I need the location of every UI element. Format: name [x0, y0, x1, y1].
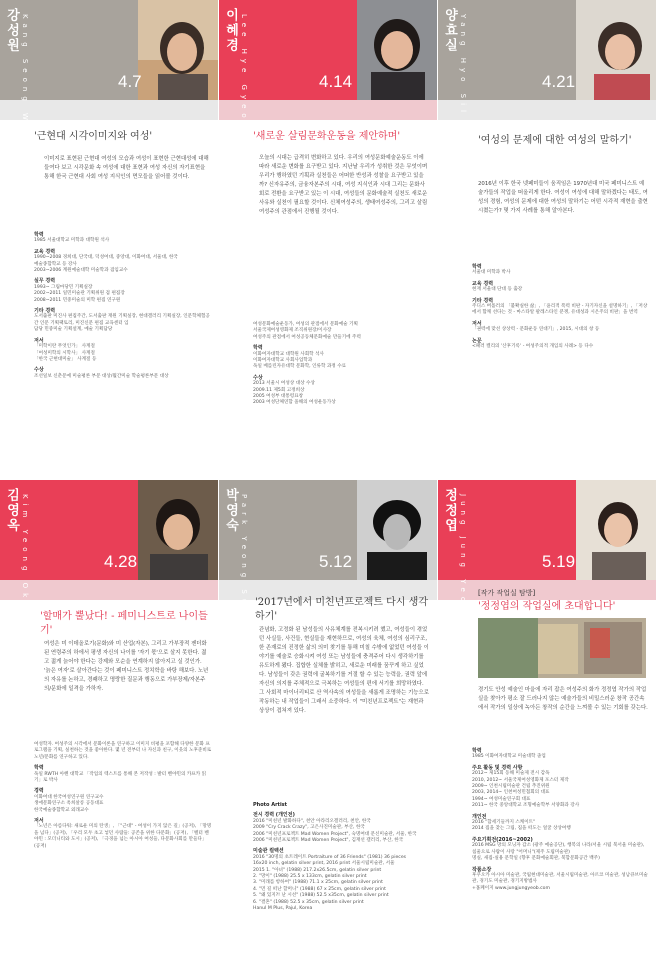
- section-item: 후쿠오카 아시아 미술관, 국립현대미술관, 서울시립미술관, 아르코 미술관, 성남큐브미술관, 경기도 미술관, 경기지방법사: [472, 872, 648, 885]
- lecture-title: '할매가 뿔났다! - 페미니스트로 나이들기': [40, 611, 208, 636]
- section-item: 6. "결혼" (1988) 52.5 x 35cm, gelatin silver print: [253, 899, 364, 905]
- section-heading: 논문: [472, 337, 482, 344]
- section-item: 2014 집을 찾는 그림, 집을 떠도는 얼굴 상상여행: [472, 826, 571, 832]
- section-item: 2016 MSG 망의 모닝자 감소 (광주 예술공단), 행복의 나라/서울 시립 북서울 미술관), 침울으로 사람이 사랑 "어머니"(제주 도립미술관): [472, 843, 645, 855]
- lecture-date: 4.21: [542, 72, 576, 91]
- lecture-title: '새로운 살림문화운동을 제안하며': [253, 131, 401, 142]
- speaker-profile: [34, 228, 212, 380]
- section-item: 독일 RWTH 아헨 대학교 「작업의 텍스트를 통해 본 저작성 : 발터 벤야민의 카프카 읽기」로 박사: [34, 771, 207, 784]
- portrait-photo: [576, 480, 656, 580]
- lecture-title: '정정엽의 작업실에 초대합니다': [478, 601, 616, 612]
- lecture-card-park: [219, 480, 437, 960]
- section-heading: 수상: [253, 374, 263, 381]
- section-item: 1993~ 그림마당민 기획실장: [34, 284, 93, 290]
- section-item: 2003, 2014~ 인천여성민첩회의 대표: [472, 790, 550, 796]
- section-heading: 주요기획전(2016~2002): [472, 836, 533, 843]
- section-item: 2003 여성단체연합 올해의 여성운동가상: [253, 400, 336, 406]
- portrait-photo: [138, 0, 218, 100]
- lecture-description: 오늘의 시대는 급격히 변화하고 있다. 우리의 여성문화예술운동도 이에 따라 새로운 변화를 요구받고 있다. 지난날 우리가 성취한 것은 무엇이며 우리가 행하였던 기획과 실천들은 어떠한 반성과 성찰을 요구받고 있을까? 신자유주의, 금융자본주의 시대, 여성 지식인과 시대 그리는 문화사회로 전환을 요구받고 있는 이 시대, 여성들의 문화예술적 실천도 새로운 사유와 실천이 필요할 것이다. 신체여성주의, 생태여성주의, 그리고 살림여성주의 관점에서 진행될 것이다.: [259, 155, 428, 215]
- lecture-date: 4.7: [118, 72, 142, 91]
- section-item: 이화여대 한국여성연구원 연구교수: [34, 794, 104, 800]
- speaker-roman-name: Lee Hye Gyeong: [240, 14, 248, 142]
- section-item: 2006 "미친년프로젝트 Mad Women Project", 김재선 갤러리, 부산, 한국: [253, 838, 404, 844]
- section-heading: 실무 경력: [34, 278, 56, 285]
- section-item: 예술종합학교 등 강사: [34, 261, 77, 267]
- section-item: 주디스 버틀러의 「불확실한 삶」, 「윤리적 폭력 비판 - 자기자신을 설명하기」, 「저상에서 함께 선다는 것 - 마스타알 팔레스타인 분쟁, 유대성과 시온주의 비판」을 번역: [472, 304, 648, 316]
- section-item: 서울국제여성영화제 조직위원장/이사장: [253, 328, 332, 334]
- portrait-photo: [138, 480, 218, 580]
- section-item: 도서출판 미진사 편집주간, 도서출판 재원 기획실장, 현대갤러리 기획실장, 인문학체험공간 인문 기획팩토리, 미진신문 편집 교육센터 입: [34, 314, 210, 326]
- section-item: 1990~2008 경희대, 단국대, 덕성여대, 중앙대, 이화여대, 서울대, 한국: [34, 255, 178, 261]
- section-item: 조선일보 신춘문예 미술평론 부문 대상/월간미술 학술평론부문 대상: [34, 373, 169, 379]
- section-heading: 미술관 컬렉션: [253, 848, 284, 855]
- speaker-name: 박영숙: [223, 488, 238, 533]
- section-heading: 주요 활동 및 경력 사항: [472, 764, 523, 771]
- section-item: 「권력에 맞선 상상력 - 문화운동 연대기」, 2015, 시대의 창 등: [472, 327, 600, 333]
- speaker-profile: [253, 798, 431, 913]
- lecture-date: 5.12: [319, 552, 353, 571]
- section-item: 5. "왜 있지?! 난 시선" (1988) 52.5 x35cm, gelatin silver print: [253, 893, 389, 899]
- portrait-photo: [357, 0, 437, 100]
- speaker-roman-name: Park Yeong Suk: [240, 494, 248, 618]
- section-item: 2006 "미친년프로젝트 Mad Women Project", 숙명여대 문신미술관, 서울, 한국: [253, 831, 417, 837]
- section-heading: 교육 경력: [34, 248, 56, 255]
- section-item: 2002~2011 일민미술관 기획위원 겸 편집장: [34, 291, 125, 297]
- lecture-pretitle: [작가 작업실 탐방]: [478, 589, 536, 597]
- section-heading: 학력: [253, 345, 263, 352]
- section-item: 2009~ 인천시립미술관 건립 추진위원: [472, 784, 550, 790]
- speaker-profile: [34, 742, 212, 850]
- section-item: 1994~ 여성미술연구회 대표: [472, 796, 531, 802]
- speaker-profile: [472, 260, 650, 350]
- lecture-card-yang: [438, 0, 656, 480]
- section-heading: 교육 경력: [472, 280, 494, 287]
- lecture-description: 2016년 이후 한국 넷페미들이 움직임은 1970년대 미국 페미니스트 예술가들의 작업을 떠올리게 한다. 여성이 여성에 대해 말하겠다는 태도, 여성의 경험, 여성의 문제에 대한 여성의 말하기는 어떤 시각적 재현을 출현시켰는가? 몇 가지 사례를 통해 알아본다.: [478, 181, 648, 214]
- speaker-name: 이혜경: [223, 8, 238, 53]
- speaker-name: 정정엽: [442, 488, 457, 533]
- lecture-date: 5.19: [542, 552, 576, 571]
- section-heading: 수상: [34, 367, 44, 374]
- lecture-description: 여성은 미 이데올로기(문화)와 미 산업(자본), 그리고 가부장적 젠더화된 연령주의 하에서 평생 자신의 나이를 '자기 몫'으로 살지 못한다. 젊고 젊게 늙어야 한다는 강제와 모순을 연계하지 않아지고 실 것인가. '늙은 여자'로 살아간다는 것이 페미니스트 정치학을 바탕 해보다. 노년의 자유를 논하고, 경쾌하고 명랑한 질문과 행동으로 가부장제/자본주의/문화에 일격을 가하자.: [44, 641, 209, 692]
- section-item: 현재 서울대 단대 등 출강: [472, 287, 523, 293]
- section-heading: 학력: [472, 748, 482, 754]
- lecture-title: '2017년에서 미친년프로젝트 다시 생각하기': [255, 597, 428, 622]
- section-heading: 학력: [34, 232, 44, 238]
- speaker-name: 강성원: [4, 8, 19, 53]
- section-heading: 저서: [34, 337, 44, 344]
- lecture-title: '근현대 시각이미지와 여성': [34, 131, 153, 142]
- section-heading: 학력: [472, 264, 482, 270]
- section-item: 여성문화예술운동가, 여성의 관점에서 문화예술 기획: [253, 322, 358, 327]
- section-item: 2. "망이" (1988) 25.5 x 133cm, gelatin silver print: [253, 874, 367, 880]
- section-item: 2012~ 제15회 동해 미술제 전시 감독: [472, 771, 550, 777]
- section-item: 서울대 미학과 박사: [472, 270, 511, 276]
- section-item: Hanul M Plus, Pajul, Korea: [253, 906, 313, 912]
- section-item: 2005 여성부 대통령표창: [253, 394, 304, 400]
- section-item: 「미학이란 무엇인가」 사계절: [34, 344, 95, 350]
- section-item: <패러 켈리의 '산후기록' - 여성주의적 개입의 사례> 등 다수: [472, 344, 594, 350]
- section-heading: 기타 경력: [472, 297, 494, 304]
- section-item: 4. "먼 길 떠난 할머니" (1988) 67 x 25cm, gelatin silver print: [253, 886, 386, 892]
- section-item: 1985 이화여자대학교 미술대학 졸업: [472, 754, 546, 760]
- section-item: 2016 "미친년 발화하다", 천안 아라리오갤러리, 천안, 한국: [253, 818, 371, 824]
- section-heading: 전시 경력 (개인전): [253, 812, 295, 819]
- section-heading: 경력: [34, 788, 44, 795]
- section-heading: 기타 경력: [34, 308, 56, 315]
- section-item: 「한국 근현대미술」 사계절 등: [34, 356, 97, 362]
- section-item: 2010, 2012~ 서울국제여성영화제 포스터 제작: [472, 777, 569, 783]
- section-item: 여성학자. 여성주의 시각에서 문화이론을 연구하고 이미지 비평을 포함해 다양한 문화 프로그램을 기획, 실천하는 것을 좋아한다. 몇 년 전부터 나 자신과 친구, 이웃의 노후준비로 노년/문화를 연구하고 있다.: [34, 742, 212, 760]
- speaker-roman-name: Kim Yeong Ok: [21, 494, 29, 603]
- speaker-profile: [253, 322, 431, 407]
- section-item: 「노년은 아름다워: 새로운 미의 탄생」, 「"근대" - 여성이 가지 않은 길」(공저), 「망명을 넘다」(공저), 「우리 모두 초고 넣던 사람들: 공존을 위한 다문화」(공저), 「벨터 벤야민 : 모더니티와 도시」(공저), 「극경을 넘는 아시아 여성들, 다문화사회를 만들다」(공저): [34, 824, 212, 849]
- section-item: 2016 "합세기들까지 스케이트": [472, 820, 536, 826]
- section-item: 담당 민중미술 기획설계, 예술 기획담당: [34, 327, 113, 333]
- section-item: 이화여자대학교 대학원 사회학 석사: [253, 351, 324, 357]
- section-item: 3. "미래를 항하여" (1988) 71.1 x 25cm, gelatin silver print: [253, 880, 383, 886]
- section-item: 2011~ 한국 중앙대학교 조형예술학부 서양화과 강사: [472, 803, 580, 809]
- lecture-description: 관념화, 고정화 된 남성들의 사유체계를 전복시키려 했고, 여성들이 겪었던 사실들, 사건들, 현실들을 재현하므로, 여성의 육체, 여성의 심리구조, 한 존재로의 진정한 삶의 의미 찾기를 통해 미칠 수밖에 없었던 여성들 이야기를 예술로 승화시켜 여성 또는 남성들에 충격주어 다시 생각하기를 유도하게 됐다. 집합한 실체를 밝히고, 새로운 미래를 꿈꾸게 하고 싶었다. 남성들이 갖은 권력에 굴복하기를 거절 할 수 있는 능력을, 권력 앞에 자신의 의지를 주체적으로 극복하는 여성들의 편에 서기를 희망하였다. 그 사회적 마이너리티로 산 역사속의 여성들을 새롭게 조명하는 기능으로 작동하는 내 작업들이 그래서 소중하다. 이 "미친년프로젝트"는 재현과 상상이 겹쳐져 있다.: [259, 627, 429, 714]
- section-item: 이화여자대학교 사회사업학과: [253, 358, 313, 364]
- section-heading: 작품소장: [472, 866, 492, 873]
- lecture-card-jung: [438, 480, 656, 960]
- speaker-profile: [472, 744, 650, 892]
- section-item: 한국예술종합학교 외래교수: [34, 807, 89, 813]
- lecture-description: 이미지로 표현된 근현대 여성의 모습과 여성이 표현한 근현대성에 대해 들여다 보고 시각문화 속 여성에 대한 표현과 여성 자신의 자기표현을 통해 한국 근현대 사회 여성 지식인의 면모들을 읽어볼 것이다.: [44, 156, 209, 180]
- section-item: 2009.11 제5회 고정희상: [253, 387, 305, 393]
- section-item: 「여성미학의 시학사」 사계절: [34, 350, 95, 356]
- lecture-description: 경기도 안성 예술인 마을에 자리 잡은 여성주의 화가 정정엽 작가의 작업실을 찾아가 평소 잘 드러나지 않는 예술가들의 비밀스러운 창작 공간속에서 작가의 일상에 녹아든 창작의 순간을 느껴볼 수 있는 기회를 갖는다.: [478, 687, 648, 711]
- section-item: 2008~2011 민중미술의 미학 편집 연구원: [34, 297, 121, 303]
- section-item: 생애문화연구소 옥희살롱 공동대표: [34, 801, 104, 807]
- lecture-card-kim: [0, 480, 218, 960]
- section-item: +홈페이지 www.jungjungyeob.com: [472, 885, 550, 891]
- studio-photo: [478, 618, 646, 678]
- section-item: 2016 "30명의 초트레이트 Portraiture of 36 Friends" (1981) 36 pieces: [253, 854, 407, 860]
- speaker-name: 양효실: [442, 8, 457, 53]
- lecture-title: '여성의 문제에 대한 여성의 말하기': [478, 135, 632, 146]
- section-heading: 개인전: [472, 813, 487, 820]
- speaker-name: 김영옥: [4, 488, 19, 533]
- section-item: 명실, 새집-실용 문학일 (향후 문화예술회관, 북합문화공간 백주): [472, 856, 600, 862]
- portrait-photo: [357, 480, 437, 580]
- speaker-roman-name: Kang Seong Won: [21, 14, 29, 144]
- section-item: 여성주의 관점에서 여성공동체문화예술 만들기에 주력: [253, 334, 361, 340]
- portrait-photo: [576, 0, 656, 100]
- section-heading: 저서: [34, 818, 44, 825]
- section-heading: 저서: [472, 320, 482, 327]
- speaker-roman-name: Jung Jung Yeob: [459, 494, 467, 616]
- lecture-card-lee: [219, 0, 437, 480]
- section-item: 2009 "Cry Crack Crazy", 고은사진미술관, 부산, 한국: [253, 825, 365, 831]
- section-item: 1985 서울대학교 미학과 대학원 석사: [34, 238, 110, 244]
- lecture-card-kang: [0, 0, 218, 480]
- section-item: 2013 서울시 여성상 대상 수상: [253, 381, 315, 387]
- lecture-date: 4.14: [319, 72, 353, 91]
- section-item: 2015 1. "아녀" (1988) 217.2x26.5cm, gelatin silver print: [253, 867, 382, 873]
- section-heading: 학력: [34, 765, 44, 772]
- section-item: 독일 베를린자유대학 문화학, 인류학 과정 수료: [253, 364, 347, 370]
- section-item: 16x20 inch, gelatin silver print, 2016 print 서울시립미술관, 서울: [253, 861, 395, 867]
- lecture-date: 4.28: [104, 552, 138, 571]
- section-item: 2003~2006 계원예술대학 미술학과 겸임교수: [34, 268, 128, 274]
- speaker-roman-name: Yang Hyo Sil: [459, 14, 467, 117]
- section-heading: Photo Artist: [253, 802, 288, 808]
